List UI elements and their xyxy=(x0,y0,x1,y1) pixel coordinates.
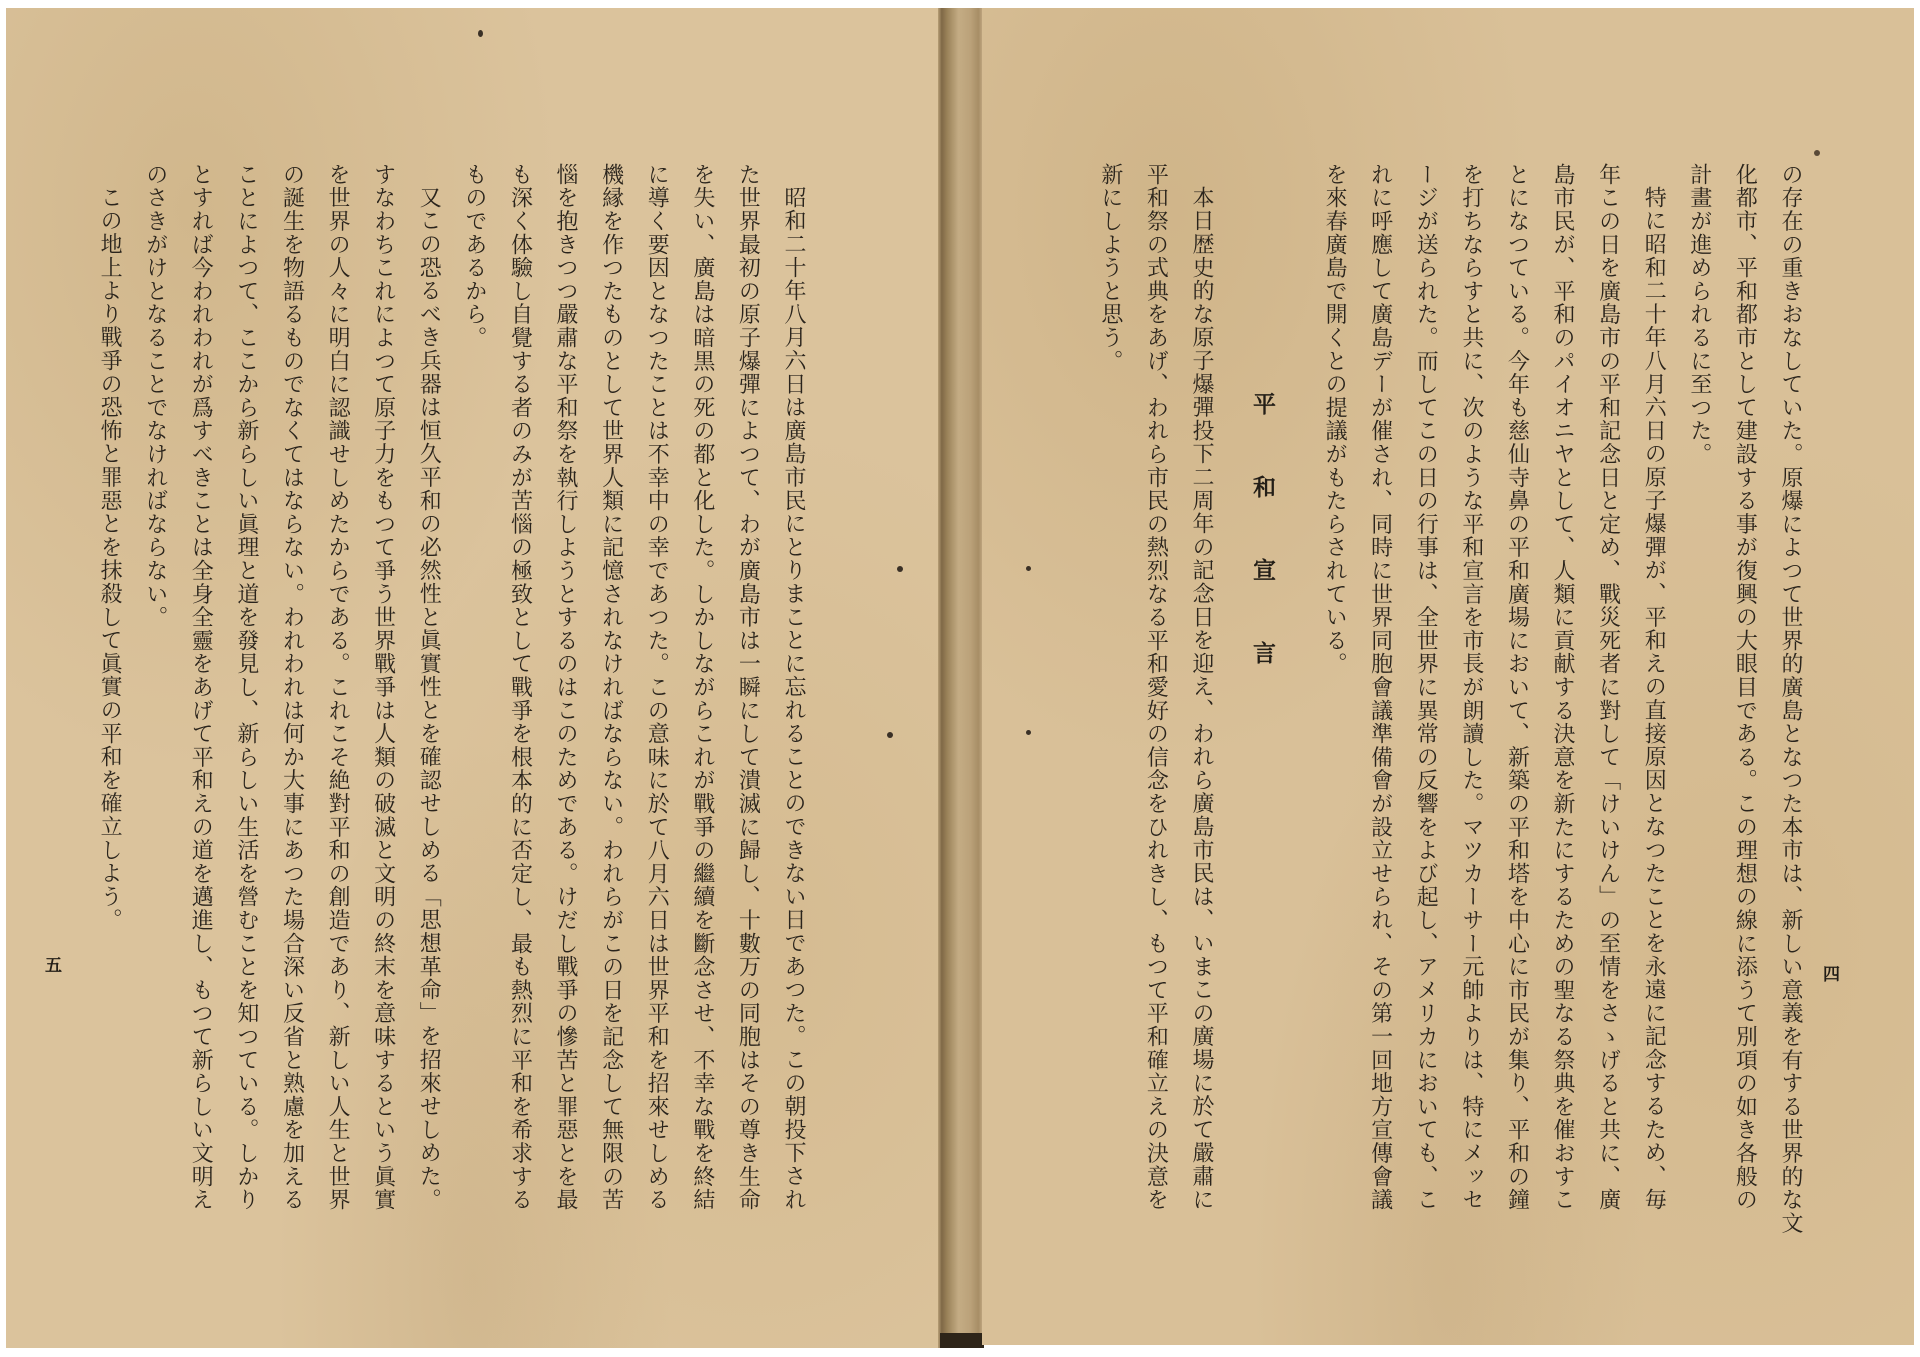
ink-speck xyxy=(1814,150,1820,156)
text-column: 計畫が進められるに至つた。 xyxy=(1686,163,1712,466)
text-column: ものであるから。 xyxy=(461,163,487,350)
text-column: も深く体驗し自覺する者のみが苦惱の極致として戰爭を根本的に否定し、最も熱烈に平和を希求する xyxy=(507,163,533,1212)
binding-hole xyxy=(1026,566,1031,571)
text-column: すなわちこれによつて原子力をもつて爭う世界戰爭は人類の破滅と文明の終末を意味するという眞實 xyxy=(370,163,396,1212)
text-column: とすれば今われわれが爲すべきことは全身全靈をあげて平和えの道を邁進し、もつて新らしい文明え xyxy=(188,163,214,1212)
text-column: た世界最初の原子爆彈によつて、わが廣島市は一瞬にして潰滅に歸し、十數万の同胞はその尊き生命 xyxy=(735,163,761,1212)
text-column: 島市民が、平和のパイオニヤとして、人類に貢献する決意を新たにするための聖なる祭典を催おすこ xyxy=(1550,163,1576,1212)
text-column: 新にしようと思う。 xyxy=(1097,163,1123,373)
text-column: 平和祭の式典をあげ、われら市民の熱烈なる平和愛好の信念をひれきし、もつて平和確立えの決意を xyxy=(1143,163,1169,1212)
right-page-intro xyxy=(1312,163,1813,1235)
text-column: この地上より戰爭の恐怖と罪惡とを抹殺して眞實の平和を確立しよう。 xyxy=(97,186,123,932)
binding-hole xyxy=(897,566,903,572)
declaration-heading: 平和宣言 xyxy=(1249,392,1275,724)
text-column: とになつている。今年も慈仙寺鼻の平和廣場において、新築の平和塔を中心に市民が集り、平和の鐘 xyxy=(1504,163,1530,1212)
text-column: ことによつて、ここから新らしい眞理と道を發見し、新らしい生活を營むことを知つている。しかり xyxy=(233,163,259,1212)
text-column: に導く要因となつたことは不幸中の幸であつた。この意味に於て八月六日は世界平和を招來せしめる xyxy=(644,163,670,1212)
left-page-body xyxy=(86,163,816,1212)
page-number-right: 四 xyxy=(1823,965,1840,985)
binding-hole xyxy=(1026,730,1031,735)
peace-declaration-body xyxy=(1087,163,1224,1212)
text-column: 本日歴史的な原子爆彈投下二周年の記念日を迎え、われら廣島市民は、いまこの廣場に於て嚴肅に xyxy=(1189,186,1214,1212)
text-column: ージが送られた。而してこの日の行事は、全世界に異常の反響をよび起し、アメリカにおいても、こ xyxy=(1413,163,1439,1212)
text-column: の誕生を物語るものでなくてはならない。われわれは何か大事にあつた場合深い反省と熟慮を加える xyxy=(279,163,305,1212)
text-column: 惱を抱きつつ嚴肅な平和祭を執行しようとするのはこのためである。けだし戰爭の慘苦と罪惡とを最 xyxy=(553,163,579,1212)
text-column: れに呼應して廣島デーが催され、同時に世界同胞會議準備會が設立せられ、その第一回地方宣傳會議 xyxy=(1367,163,1393,1212)
book-gutter xyxy=(938,8,984,1348)
text-column: のさきがけとなることでなければならない。 xyxy=(142,163,168,629)
text-column: 昭和二十年八月六日は廣島市民にとりまことに忘れることのできない日であつた。この朝投下され xyxy=(781,186,806,1212)
book-spine-edge xyxy=(940,1333,984,1348)
text-column: 年この日を廣島市の平和記念日と定め、戰災死者に對して「けいけん」の至情をさゝげると共に、廣 xyxy=(1595,163,1621,1212)
text-column: 又この恐るべき兵器は恒久平和の必然性と眞實性とを確認せしめる「思想革命」を招來せしめた。 xyxy=(416,186,442,1212)
text-column: 特に昭和二十年八月六日の原子爆彈が、平和えの直接原因となつたことを永遠に記念するため、毎 xyxy=(1641,186,1667,1212)
text-column: を打ちならすと共に、次のような平和宣言を市長が朗讀した。マツカーサー元帥よりは、特にメッセ xyxy=(1458,163,1484,1212)
page-number-left: 五 xyxy=(45,956,62,976)
text-column: 機縁を作つたものとして世界人類に記憶されなければならない。われらがこの日を記念して無限の苦 xyxy=(598,163,624,1212)
text-column: を世界の人々に明白に認識せしめたからである。これこそ絶對平和の創造であり、新しい人生と世界 xyxy=(325,163,351,1212)
text-column: を來春廣島で開くとの提議がもたらされている。 xyxy=(1322,163,1348,676)
text-column: 化都市、平和都市として建設する事が復興の大眼目である。この理想の線に添うて別項の如き各般の xyxy=(1732,163,1758,1212)
text-column: の存在の重きおなしていた。原爆によつて世界的廣島となつた本市は、新しい意義を有する世界的な文 xyxy=(1778,163,1803,1235)
ink-speck xyxy=(478,30,483,37)
binding-hole xyxy=(887,732,893,738)
text-column: を失い、廣島は暗黒の死の都と化した。しかしながらこれが戰爭の繼續を斷念させ、不幸な戰を終結 xyxy=(689,163,715,1212)
